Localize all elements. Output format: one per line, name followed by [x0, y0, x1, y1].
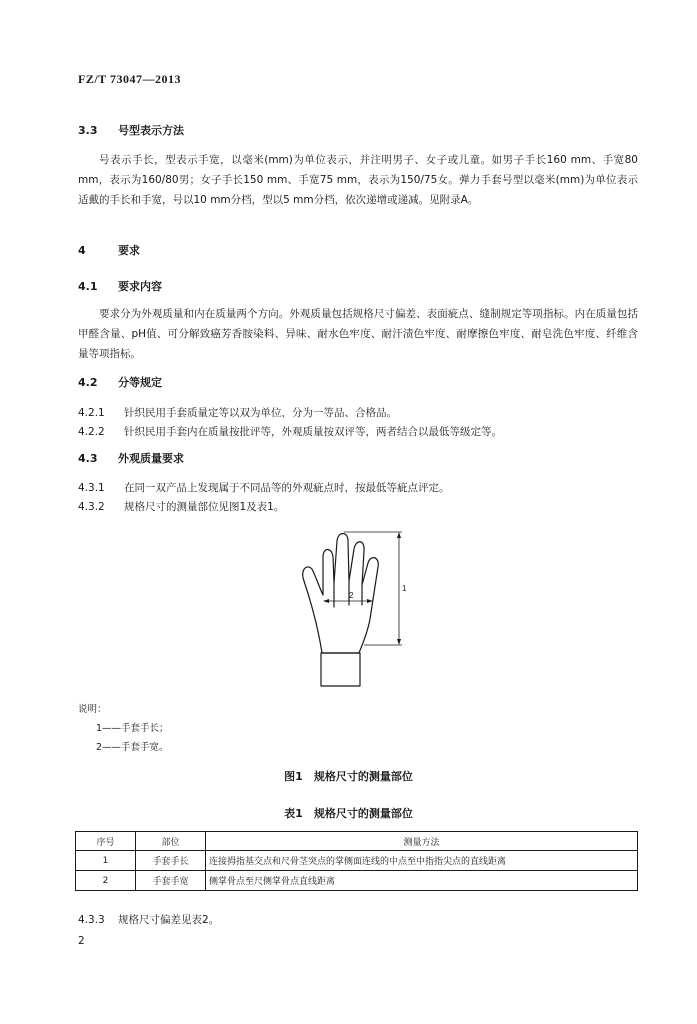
table-header-cell: 测量方法	[206, 832, 638, 851]
figure-note-2: 2——手套手宽。	[96, 742, 169, 753]
clause-4-2-1	[78, 405, 397, 420]
table-header-cell: 序号	[76, 832, 136, 851]
section-number: 4.3	[78, 452, 98, 465]
section-4-1-paragraph: 要求分为外观质量和内在质量两个方向。外观质量包括规格尺寸偏差、表面疵点、缝制规定等项指标。内在质量包括甲醛含量、pH值、可分解致癌芳香胺染料、异味、耐水色牢度、耐汗渍色牢度、耐摩擦色牢度、耐皂洗色牢度、纤维含量等项指标。	[78, 308, 638, 360]
table-cell: 侧掌骨点至尺侧掌骨点直线距离	[206, 871, 638, 891]
clause-4-3-2	[78, 499, 284, 514]
figure-label-1: 1	[402, 584, 407, 593]
arrow-left	[323, 599, 329, 603]
table-header-row	[76, 832, 638, 851]
clause-text: 针织民用手套内在质量按批评等，外观质量按双评等，两者结合以最低等级定等。	[124, 426, 502, 438]
section-title: 要求内容	[118, 280, 162, 293]
table-cell: 1	[76, 851, 136, 871]
table-cell: 2	[76, 871, 136, 891]
table-row	[76, 851, 638, 871]
clause-4-3-1	[78, 480, 450, 495]
clause-number: 4.2.2	[78, 426, 105, 438]
clause-4-2-2	[78, 424, 502, 439]
table-cell: 连接拇指基交点和尺骨茎突点的掌侧面连线的中点至中指指尖点的直线距离	[206, 851, 638, 871]
section-4-2-heading	[78, 374, 162, 390]
clause-number: 4.3.3	[78, 914, 105, 926]
figure-notes-title: 说明：	[78, 704, 107, 715]
clause-text: 规格尺寸偏差见表2。	[118, 914, 220, 926]
section-number: 4.2	[78, 376, 98, 389]
clause-text: 针织民用手套质量定等以双为单位，分为一等品、合格品。	[124, 407, 397, 419]
glove-figure	[296, 527, 416, 696]
clause-text: 在同一双产品上发现属于不同品等的外观疵点时，按最低等疵点评定。	[124, 482, 450, 494]
table-cell: 手套手长	[136, 851, 206, 871]
section-3-3-paragraph: 号表示手长，型表示手宽，以毫米(mm)为单位表示，并注明男子、女子或儿童。如男子手长160 mm、手宽80 mm，表示为160/80男；女子手长150 mm、手宽75 mm，表示为150/75女。弹力手套号型以毫米(mm)为单位表示适戴的手长和手宽，号以10 mm分档，型以5 mm分档，依次递增或递减。见附录A。	[78, 154, 638, 206]
arrow-down	[397, 639, 401, 645]
arrow-up	[397, 532, 401, 538]
clause-number: 4.3.2	[78, 501, 105, 513]
page-number: 2	[78, 935, 85, 947]
section-number: 4	[78, 244, 86, 257]
measurement-table	[75, 831, 638, 891]
section-title: 要求	[118, 244, 140, 257]
glove-diagram	[296, 527, 416, 692]
table-row	[76, 871, 638, 891]
section-title: 号型表示方法	[118, 124, 184, 137]
section-title: 外观质量要求	[118, 452, 184, 465]
clause-text: 规格尺寸的测量部位见图1及表1。	[124, 501, 285, 513]
clause-4-3-3	[78, 912, 219, 927]
table-cell: 手套手宽	[136, 871, 206, 891]
section-4-heading	[78, 242, 140, 258]
section-4-1-heading	[78, 278, 162, 294]
standard-id: FZ/T 73047—2013	[78, 72, 181, 86]
figure-caption: 图1 规格尺寸的测量部位	[284, 770, 413, 783]
table-caption: 表1 规格尺寸的测量部位	[284, 807, 413, 820]
section-4-3-heading	[78, 450, 184, 466]
section-number: 4.1	[78, 280, 98, 293]
section-3-3-heading	[78, 122, 184, 138]
section-title: 分等规定	[118, 376, 162, 389]
glove-cuff	[321, 653, 360, 686]
glove-outline	[303, 534, 379, 654]
clause-number: 4.3.1	[78, 482, 105, 494]
table-header-cell: 部位	[136, 832, 206, 851]
clause-number: 4.2.1	[78, 407, 105, 419]
figure-note-1: 1——手套手长；	[96, 723, 169, 734]
section-number: 3.3	[78, 124, 98, 137]
figure-label-2: 2	[349, 591, 354, 600]
